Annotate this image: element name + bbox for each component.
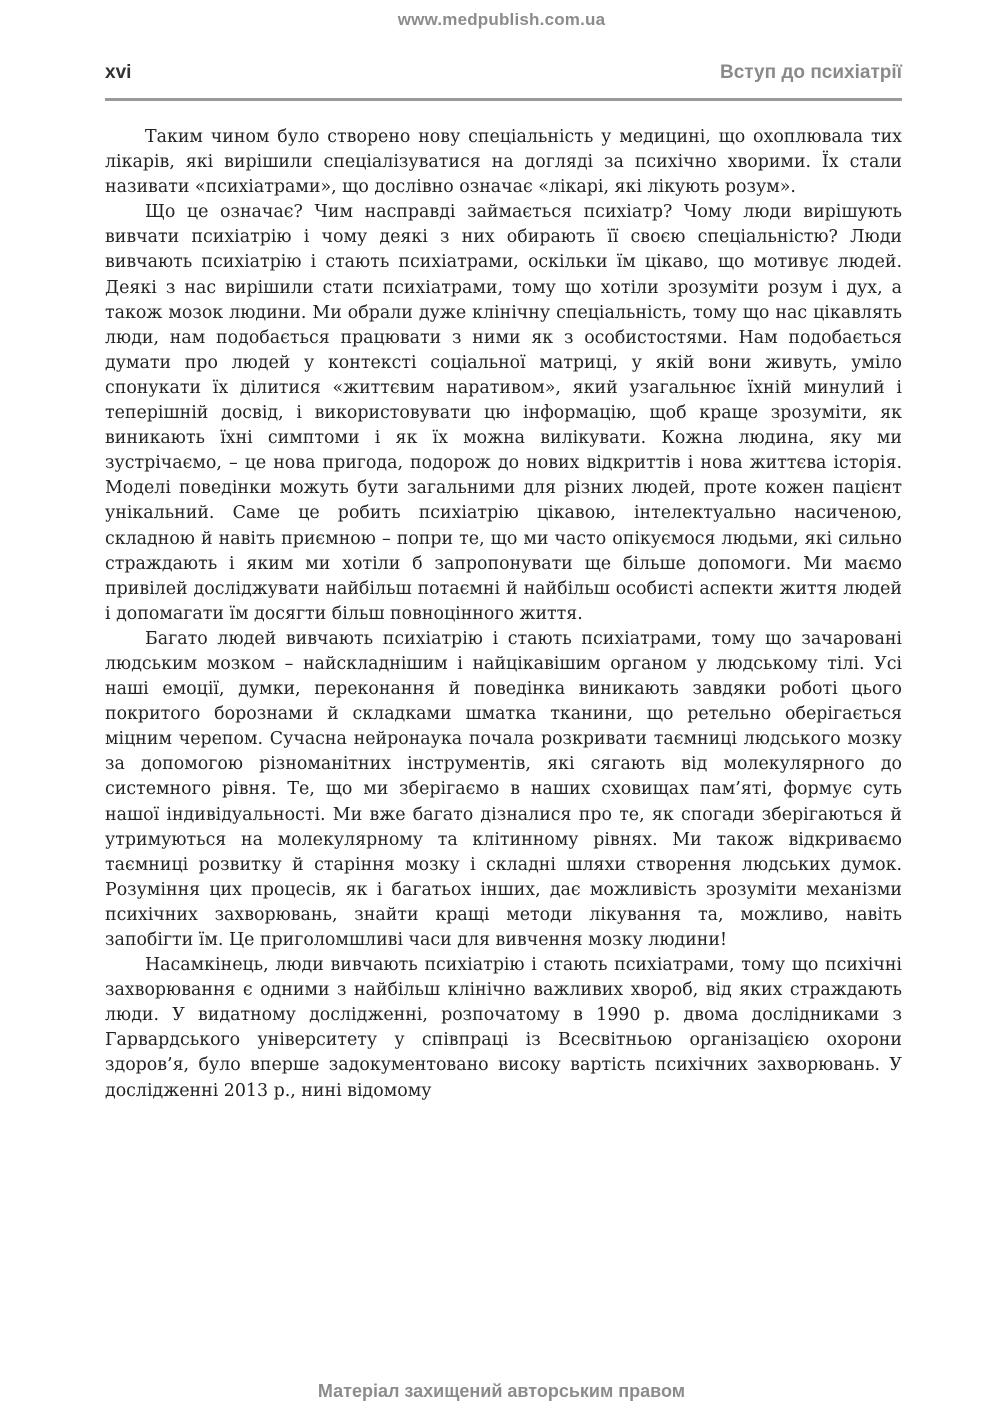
paragraph-4: Насамкінець, люди вивчають психіатрію і стають психіатрами, тому що психічні захворювання є одними з найбільш клінічно важливих хвороб, від яких страждають люди. У видатному дослідженні, розпочатому в 1990 р. двома дослідниками з Гарвардського університету у співпраці із Всесвітньою організацією охорони здоров’я, було вперше задокументовано високу вартість психічних захворювань. У дослідженні 2013 р., нині відомому (105, 955, 902, 1101)
watermark-bottom: Матеріал захищений авторським правом (317, 1381, 686, 1401)
paragraph-3: Багато людей вивчають психіатрію і стають психіатрами, тому що зачаровані людським мозком – найскладнішим і найцікавішим органом у людському тілі. Усі наші емоції, думки, переконання й поведінка виникають завдяки роботі цього покритого борознами й складками шматка тканини, що ретельно оберігається міцним черепом. Сучасна нейронаука почала розкривати таємниці людського мозку за допомогою різноманітних інструментів, які сягають від молекулярного до системного рівня. Те, що ми зберігаємо в наших сховищах пам’яті, формує суть нашої індивідуальності. Ми вже багато дізналися про те, як спогади зберігаються й утримуються на молекулярному та клітинному рівнях. Ми також відкриваємо таємниці розвитку й старіння мозку і складні шляхи створення людських думок. Розуміння цих процесів, як і багатьох інших, дає можливість зрозуміти механізми психічних захворювань, знайти кращі методи лікування та, можливо, навіть запобігти їм. Це приголомшливі часи для вивчення мозку людини! (105, 628, 902, 950)
paragraph-1: Таким чином було створено нову спеціальність у медицині, що охоплювала тих лікарів, які вирішили спеціалізуватися на догляді за психічно хворими. Їх стали називати «психіатрами», що дослівно означає «лікарі, які лікують розум». (105, 127, 902, 198)
watermark-top: www.medpublish.com.ua (397, 10, 606, 29)
header-rule (105, 98, 902, 101)
page-number: xvi (105, 62, 132, 83)
body-text (105, 125, 902, 1104)
paragraph-2: Що це означає? Чим насправді займається психіатр? Чому люди вирішують вивчати психіатрію і чому деякі з них обирають її своєю спеціальністю? Люди вивчають психіатрію і стають психіатрами, оскільки їм цікаво, що мотивує людей. Деякі з нас вирішили стати психіатрами, тому що хотіли зрозуміти розум і дух, а також мозок людини. Ми обрали дуже клінічну спеціальність, тому що нас цікавлять люди, нам подобається працювати з ними як з особистостями. Нам подобається думати про людей у контексті соціальної матриці, у якій вони живуть, уміло спонукати їх ділитися «життєвим наративом», який узагальнює їхній минулий і теперішній досвід, і використовувати цю інформацію, щоб краще зрозуміти, як виникають їхні симптоми і як їх можна вилікувати. Кожна людина, яку ми зустрічаємо, – це нова пригода, подорож до нових відкриттів і нова життєва історія. Моделі поведінки можуть бути загальними для різних людей, проте кожен пацієнт унікальний. Саме це робить психіатрію цікавою, інтелектуально насиченою, складною й навіть приємною – попри те, що ми часто опікуємося людьми, які сильно страждають і яким ми хотіли б запропонувати ще більше допомоги. Ми маємо привілей досліджувати найбільш потаємні й найбільш особисті аспекти життя людей і допомагати їм досягти більш повноцінного життя. (105, 202, 902, 624)
running-title: Вступ до психіатрії (719, 62, 902, 83)
running-header (105, 62, 902, 88)
